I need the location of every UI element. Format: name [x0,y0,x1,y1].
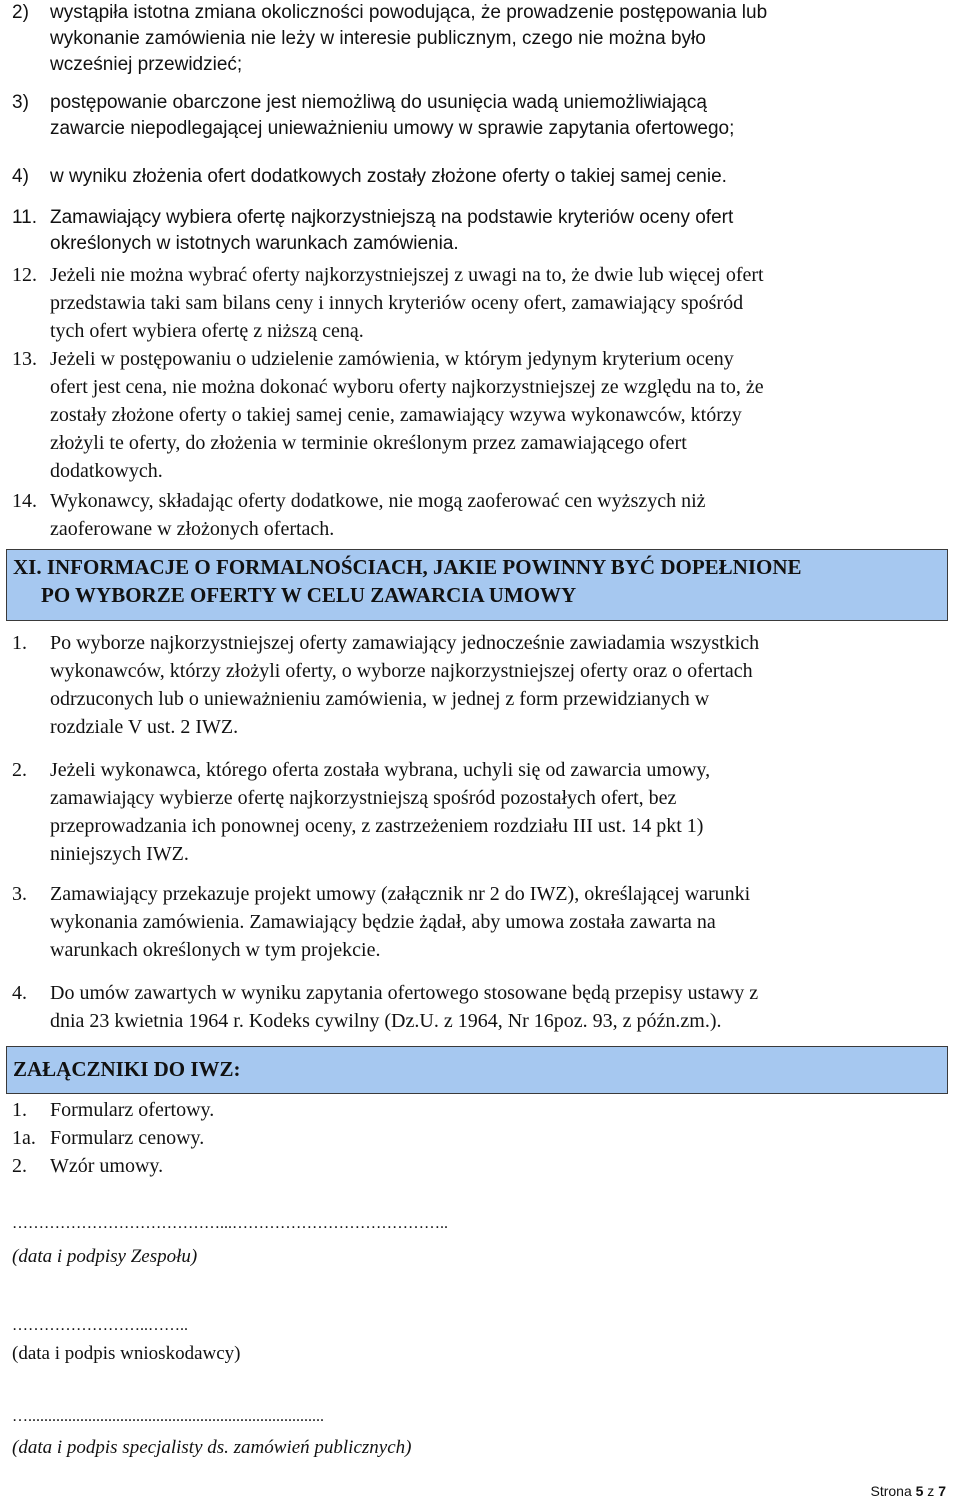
page-number-prefix: Strona [870,1483,916,1499]
point-number: 11. [12,207,38,228]
signature-caption: (data i podpis specjalisty ds. zamówień publicznych) [12,1437,412,1458]
xi-number: 2. [12,759,27,781]
point-line: Jeżeli w postępowaniu o udzielenie zamówienia, w którym jedynym kryterium oceny [50,348,734,370]
page-number [870,1482,946,1500]
signature-caption: (data i podpisy Zespołu) [12,1246,198,1267]
point-number: 14. [12,490,37,512]
point-line: określonych w istotnych warunkach zamówienia. [50,233,459,254]
page-number-sep: z [923,1483,939,1499]
condition-line: w wyniku złożenia ofert dodatkowych zostały złożone oferty o takiej samej cenie. [50,166,727,187]
xi-line: wykonania zamówienia. Zamawiający będzie żądał, aby umowa została zawarta na [50,911,716,933]
xi-line: zamawiający wybierze ofertę najkorzystniejszą spośród pozostałych ofert, bez [50,787,677,809]
point-line: tych ofert wybiera ofertę z niższą ceną. [50,320,364,342]
condition-number: 4) [12,166,29,187]
xi-line: rozdziale V ust. 2 IWZ. [50,716,239,738]
xi-line: dnia 23 kwietnia 1964 r. Kodeks cywilny (Dz.U. z 1964, Nr 16poz. 93, z późn.zm.). [50,1010,722,1032]
condition-line: wykonanie zamówienia nie leży w interesie publicznym, czego nie można było [50,28,706,49]
page-number-total: 7 [938,1483,946,1499]
condition-number: 2) [12,2,29,23]
condition-number: 3) [12,92,29,113]
xi-line: przeprowadzania ich ponownej oceny, z zastrzeżeniem rozdziału III ust. 14 pkt 1) [50,815,704,837]
attachments-heading [6,1046,948,1094]
page-number-current: 5 [915,1483,924,1499]
xi-line: Jeżeli wykonawca, którego oferta została wybrana, uchyli się od zawarcia umowy, [50,759,711,781]
attachment-number: 2. [12,1155,27,1177]
section-xi-heading-line: PO WYBORZE OFERTY W CELU ZAWARCIA UMOWY [41,583,577,607]
condition-line: wcześniej przewidzieć; [50,54,243,75]
attachment-label: Formularz ofertowy. [50,1099,215,1121]
signature-dots: …………………………………...………………………………….. [12,1215,448,1232]
xi-line: niniejszych IWZ. [50,843,189,865]
point-line: zostały złożone oferty o takiej samej cenie, zamawiający wzywa wykonawców, którzy [50,404,742,426]
section-xi-heading [6,549,948,621]
point-line: ofert jest cena, nie można dokonać wyboru oferty najkorzystniejszej ze względu na to, że [50,376,764,398]
attachments-heading-text: ZAŁĄCZNIKI DO IWZ: [13,1057,241,1081]
attachment-number: 1. [12,1099,27,1121]
point-line: dodatkowych. [50,460,163,482]
attachment-label: Formularz cenowy. [50,1127,205,1149]
xi-line: Zamawiający przekazuje projekt umowy (załącznik nr 2 do IWZ), określającej warunki [50,883,751,905]
condition-line: postępowanie obarczone jest niemożliwą do usunięcia wadą uniemożliwiającą [50,92,707,113]
point-number: 12. [12,264,37,286]
point-line: przedstawia taki sam bilans ceny i innych kryteriów oceny ofert, zamawiający spośród [50,292,744,314]
point-line: Wykonawcy, składając oferty dodatkowe, nie mogą zaoferować cen wyższych niż [50,490,706,512]
xi-line: wykonawców, którzy złożyli oferty, o wyborze najkorzystniejszej oferty oraz o ofertach [50,660,753,682]
signature-dots: ….......................................................................... [12,1408,324,1425]
point-line: zaoferowane w złożonych ofertach. [50,518,335,540]
point-line: Jeżeli nie można wybrać oferty najkorzystniejszej z uwagi na to, że dwie lub więcej ofert [50,264,764,286]
xi-line: Po wyborze najkorzystniejszej oferty zamawiający jednocześnie zawiadamia wszystkich [50,632,760,654]
section-xi-heading-line: XI. INFORMACJE O FORMALNOŚCIACH, JAKIE POWINNY BYĆ DOPEŁNIONE [13,555,802,579]
signature-caption: (data i podpis wnioskodawcy) [12,1343,241,1364]
xi-number: 3. [12,883,27,905]
xi-line: odrzuconych lub o unieważnieniu zamówienia, w jednej z form przewidzianych w [50,688,710,710]
attachment-label: Wzór umowy. [50,1155,164,1177]
point-line: Zamawiający wybiera ofertę najkorzystniejszą na podstawie kryteriów oceny ofert [50,207,734,228]
condition-line: zawarcie niepodlegającej unieważnieniu umowy w sprawie zapytania ofertowego; [50,118,735,139]
point-number: 13. [12,348,37,370]
xi-line: warunkach określonych w tym projekcie. [50,939,381,961]
xi-number: 1. [12,632,27,654]
xi-line: Do umów zawartych w wyniku zapytania ofertowego stosowane będą przepisy ustawy z [50,982,759,1004]
signature-dots: ……………………..…….. [12,1317,188,1334]
attachment-number: 1a. [12,1127,36,1149]
condition-line: wystąpiła istotna zmiana okoliczności powodująca, że prowadzenie postępowania lub [50,2,768,23]
xi-number: 4. [12,982,27,1004]
point-line: złożyli te oferty, do złożenia w terminie określonym przez zamawiającego ofert [50,432,687,454]
